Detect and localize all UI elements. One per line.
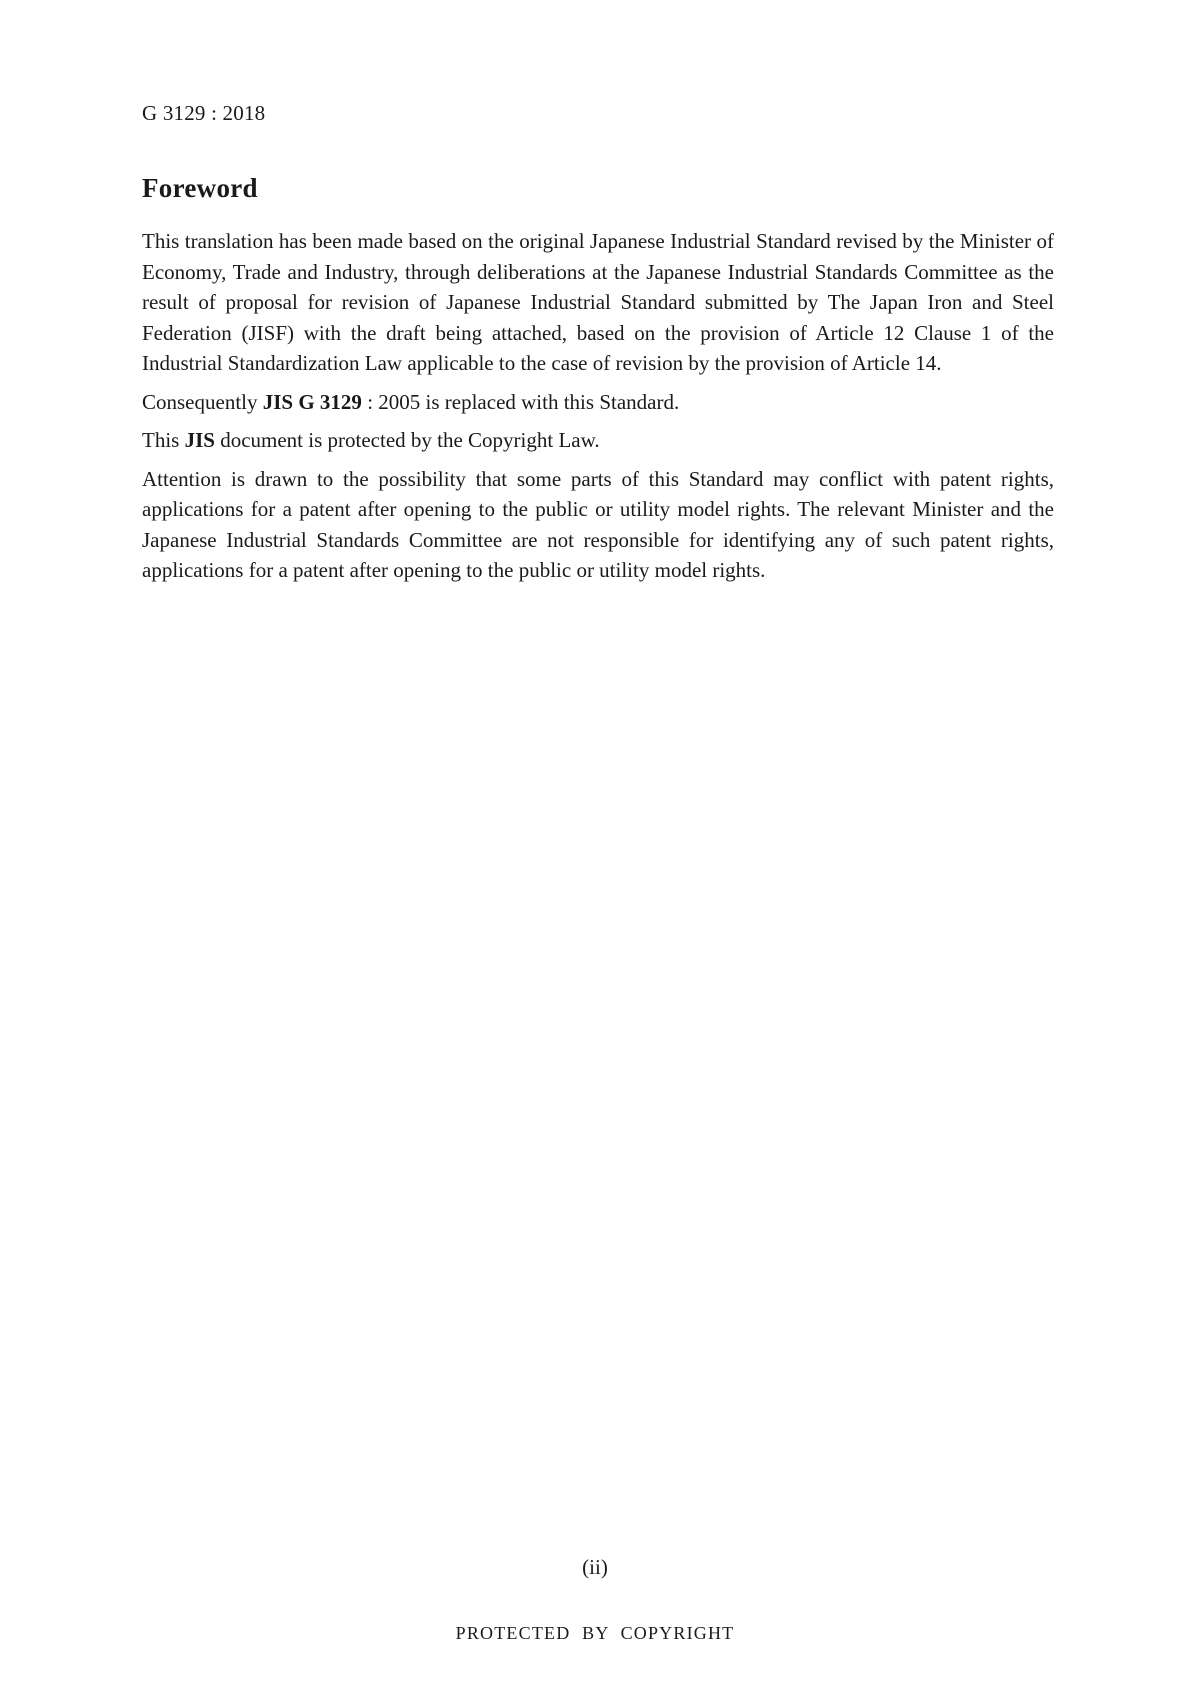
paragraph-text: document is protected by the Copyright Law. — [214, 428, 600, 452]
foreword-body — [142, 226, 1054, 594]
paragraph-text: : 2005 is replaced with this Standard. — [361, 389, 680, 414]
page-number: (ii) — [582, 1555, 608, 1579]
section-heading: Foreword — [142, 173, 258, 203]
foreword-paragraph-3 — [142, 425, 1054, 456]
foreword-paragraph-4: Attention is drawn to the possibility that some parts of this Standard may conflict with patent rights, applications for a patent after opening to the public or utility model rights. The relevant Minister and the Japanese Industrial Standards Committee are not responsible for identifying any of such patent rights, applications for a patent after opening to the public or utility model rights. — [142, 466, 1054, 582]
foreword-paragraph-1: This translation has been made based on the original Japanese Industrial Standard revised by the Minister of Economy, Trade and Industry, through deliberations at the Japanese Industrial Standards Committee as the result of proposal for revision of Japanese Industrial Standard submitted by The Japan Iron and Steel Federation (JISF) with the draft being attached, based on the provision of Article 12 Clause 1 of the Industrial Standardization Law applicable to the case of revision by the provision of Article 14. — [142, 229, 1054, 375]
standard-reference: JIS G 3129 — [262, 389, 362, 414]
foreword-paragraph-2 — [142, 387, 1054, 418]
paragraph-text: Consequently — [142, 389, 263, 414]
paragraph-text: This — [142, 428, 185, 452]
standard-abbreviation: JIS — [184, 428, 215, 452]
copyright-footer: PROTECTED BY COPYRIGHT — [455, 1623, 735, 1643]
document-identifier: G 3129 : 2018 — [142, 101, 266, 125]
